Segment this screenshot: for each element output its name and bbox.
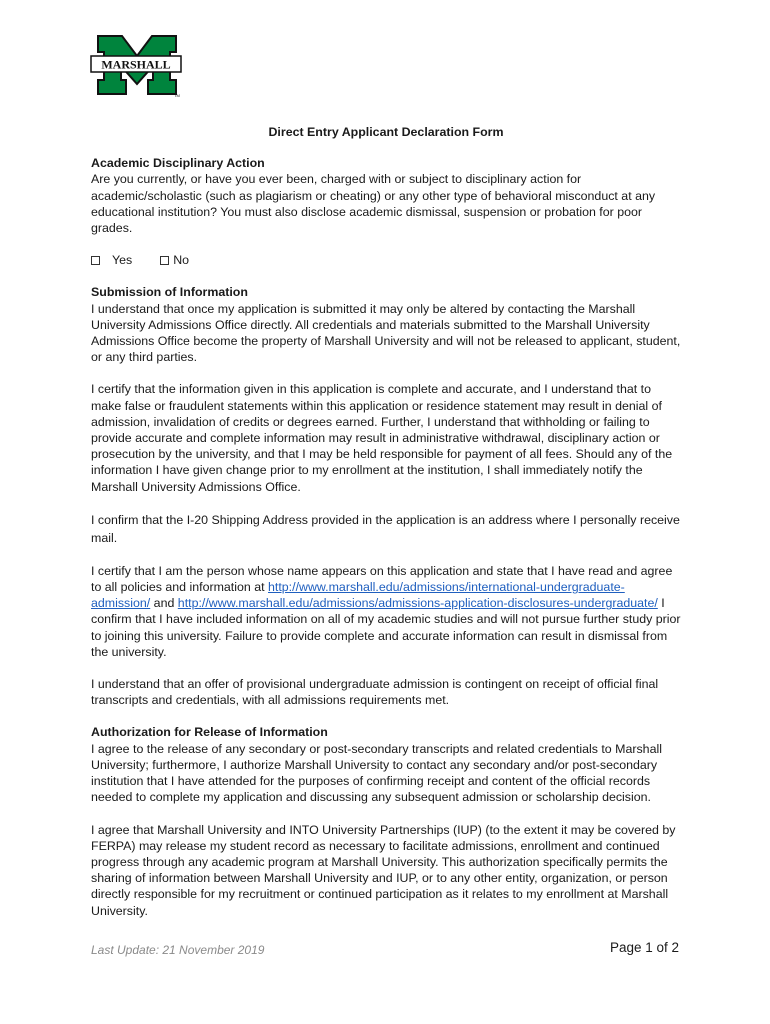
submission-p4 — [91, 563, 681, 660]
last-update: Last Update: 21 November 2019 — [91, 943, 265, 957]
application-disclosures-link[interactable]: http://www.marshall.edu/admissions/admissions-application-disclosures-undergraduate/ — [177, 596, 658, 611]
page-number: Page 1 of 2 — [610, 940, 680, 955]
submission-p3: I confirm that the I-20 Shipping Address provided in the application is an address where I personally receive mail. — [91, 512, 680, 545]
academic-text: Are you currently, or have you ever been, charged with or subject to disciplinary action for academic/scholastic (such as plagiarism or cheating) or any other type of behavioral misconduct at any educational institution? You must also disclose academic dismissal, suspension or probation for poor grades. — [91, 172, 656, 236]
authorization-p2: I agree that Marshall University and INTO University Partnerships (IUP) (to the extent it may be covered by FERPA) may release my student record as necessary to facilitate admissions, enrollment and continued progress through any academic program at Marshall University. This authorization specifically permits the sharing of information between Marshall University and IUP, or to any other entity, organization, or person directly responsible for my recruitment or continued participation as it relates to my enrollment at Marshall University. — [91, 822, 676, 918]
no-label: No — [173, 253, 190, 268]
yes-option[interactable] — [91, 252, 132, 268]
p4-text-start: I certify that I am the person whose name appears on this application and state that I have read and agree to all policies and information at — [91, 563, 673, 595]
no-checkbox[interactable] — [160, 256, 169, 265]
p4-and: and — [150, 596, 178, 611]
marshall-logo — [90, 34, 184, 98]
yes-label: Yes — [112, 253, 133, 268]
submission-p5: I understand that an offer of provisional undergraduate admission is contingent on receipt of official final transcripts and credentials, with all admissions requirements met. — [91, 677, 659, 708]
international-admission-link[interactable]: http://www.marshall.edu/admissions/international-undergraduate-admission/ — [91, 580, 625, 611]
submission-p2: I certify that the information given in this application is complete and accurate, and I understand that to make false or fraudulent statements within this application or residence statement may result in denial of admission, invalidation of credits or degrees earned. Further, I understand that withholding or failing to provide accurate and complete information may result in administrative withdrawal, disciplinary action or prosecution by the university, and that I may be held responsible for payment of all fees. Should any of the information I have given change prior to my enrollment at the institution, I shall immediately notify the Marshall University Admissions Office. — [91, 382, 673, 494]
p4-text-end: I confirm that I have included information on all of my academic studies and will not pursue further study prior to joining this university. Failure to provide complete and accurate information can result in dismissal from the university. — [91, 596, 681, 659]
yes-checkbox[interactable] — [91, 256, 100, 265]
submission-p1: I understand that once my application is submitted it may only be altered by contacting the Marshall University Admissions Office directly. All credentials and materials submitted to the Marshall University Admissions Office become the property of Marshall University and will not be released to applicant, student, or any third parties. — [91, 301, 681, 365]
submission-heading: Submission of Information — [91, 285, 248, 300]
no-option[interactable] — [160, 252, 189, 268]
academic-options — [91, 252, 681, 268]
form-body — [91, 124, 681, 935]
logo-tm: TM — [174, 93, 180, 98]
form-title: Direct Entry Applicant Declaration Form — [268, 125, 504, 139]
authorization-p1: I agree to the release of any secondary or post-secondary transcripts and related credentials to Marshall University; furthermore, I authorize Marshall University to contact any secondary and/or post-secondary institution that I have attended for the purposes of confirming receipt and content of the official records needed to complete my application and discussing any subsequent admission or scholarship decision. — [91, 741, 662, 805]
academic-heading: Academic Disciplinary Action — [91, 156, 265, 171]
logo-text: MARSHALL — [101, 57, 171, 72]
authorization-heading: Authorization for Release of Information — [91, 725, 328, 740]
